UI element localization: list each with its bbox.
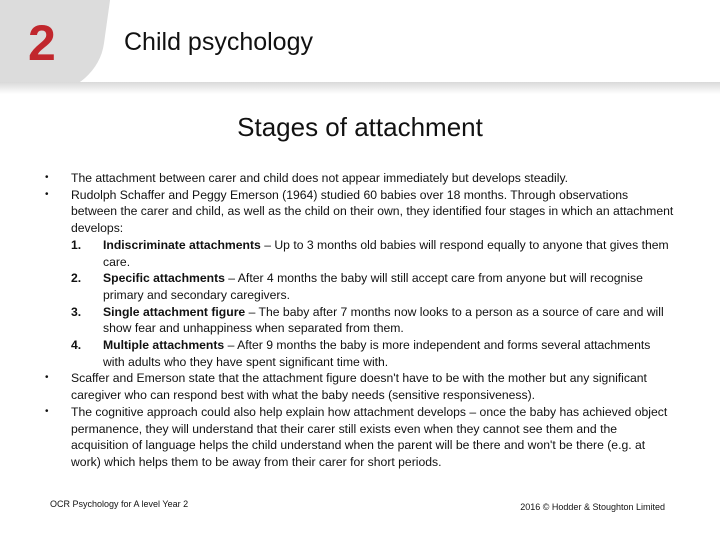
bullet-text: The cognitive approach could also help explain how attachment develops – once the baby has achieved object permanence, they will understand that their carer still exists even when they cannot see them and the acquisition of language helps the child understand when the parent will be there and won't be there (e.g. at work) which helps them to be away from their carer for short periods. xyxy=(71,404,668,469)
stage-number: 3. xyxy=(71,304,82,319)
slide-content xyxy=(45,170,675,471)
stage-term: Indiscriminate attachments xyxy=(103,237,261,252)
bullet-item xyxy=(45,187,675,237)
stage-number: 1. xyxy=(71,237,82,252)
stage-item xyxy=(45,270,675,303)
stage-number: 4. xyxy=(71,338,82,353)
bullet-item xyxy=(45,170,675,187)
chapter-number: 2 xyxy=(28,15,56,71)
stage-term: Specific attachments xyxy=(103,271,225,286)
header-banner xyxy=(0,0,720,92)
bullet-text: Scaffer and Emerson state that the attachment figure doesn't have to be with the mother but any significant caregiver who can respond best with what the baby needs (sensitive responsiveness). xyxy=(71,371,647,403)
bullet-marker: • xyxy=(45,172,49,183)
header-divider xyxy=(0,82,720,94)
bullet-marker: • xyxy=(45,372,49,384)
stage-number: 2. xyxy=(71,271,82,286)
stage-text: – After 4 months the baby will still accept care from anyone but will recognise primary and secondary caregivers. xyxy=(103,271,643,302)
stage-item xyxy=(45,237,675,270)
bullet-item xyxy=(45,370,675,403)
bullet-item xyxy=(45,404,675,471)
slide-title: Stages of attachment xyxy=(237,112,483,142)
stage-text: – The baby after 7 months now looks to a person as a source of care and will show fear and unhappiness when separated from them. xyxy=(103,304,664,336)
stage-item xyxy=(45,304,675,337)
stage-text: – Up to 3 months old babies will respond equally to anyone that gives them care. xyxy=(103,237,669,269)
bullet-text: Rudolph Schaffer and Peggy Emerson (1964) studied 60 babies over 18 months. Through observations between the carer and child, as well as the child on their own, they identified four stages in which an attachment develops: xyxy=(71,187,674,236)
chapter-badge xyxy=(0,0,113,92)
bullet-marker: • xyxy=(45,188,49,200)
stage-term: Single attachment figure xyxy=(103,304,246,319)
header-title: Child psychology xyxy=(124,28,313,56)
footer-source: OCR Psychology for A level Year 2 xyxy=(50,499,189,509)
footer-copyright: 2016 © Hodder & Stoughton Limited xyxy=(520,502,665,512)
stage-text: – After 9 months the baby is more independent and forms several attachments with adults who they have spent significant time with. xyxy=(103,338,651,369)
bullet-marker: • xyxy=(45,405,49,417)
stage-term: Multiple attachments xyxy=(103,338,225,353)
bullet-text: The attachment between carer and child does not appear immediately but develops steadily. xyxy=(71,171,569,185)
stage-item xyxy=(45,337,675,370)
